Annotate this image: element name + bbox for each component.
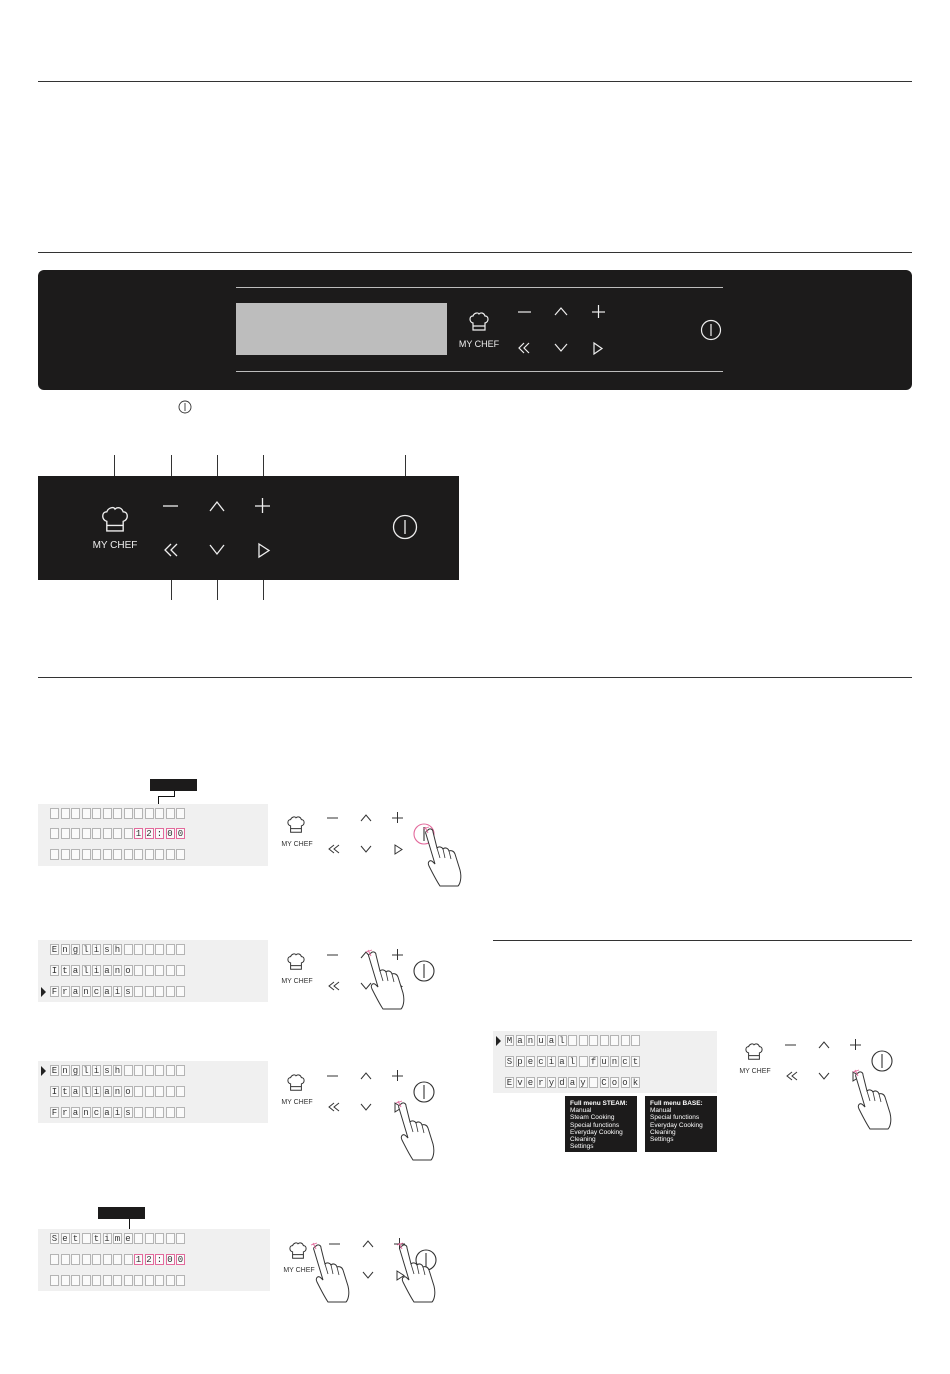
- my-chef-label: MY CHEF: [458, 339, 500, 349]
- lcd-cell: i: [93, 1066, 100, 1076]
- lcd-cell: [155, 1275, 164, 1286]
- lcd-cell: u: [538, 1036, 544, 1046]
- lcd-cell: E: [51, 1066, 58, 1076]
- lcd-cell: r: [62, 987, 68, 997]
- base-menu-item: Manual: [650, 1107, 672, 1115]
- lcd-cell: i: [93, 966, 100, 976]
- lcd-cell: [155, 1233, 164, 1244]
- lcd-cell: [176, 808, 185, 819]
- lcd-cell: [600, 1035, 609, 1046]
- back-icon[interactable]: [785, 1071, 799, 1081]
- lcd-cell: e: [62, 1234, 68, 1244]
- lcd-cell: M: [506, 1036, 513, 1046]
- lcd-main-menu: [493, 1031, 717, 1093]
- my-chef-label: MY CHEF: [281, 978, 313, 985]
- lcd-set-time: [38, 1229, 270, 1291]
- lcd-cell: [82, 828, 91, 839]
- lcd-cell: [145, 965, 154, 976]
- right-icon[interactable]: [394, 844, 403, 855]
- lcd-cell: [50, 1275, 59, 1286]
- lcd-cell: [621, 1035, 630, 1046]
- lcd-cell: S: [506, 1057, 513, 1067]
- lcd-cell: [589, 1077, 598, 1088]
- minus-icon[interactable]: [163, 504, 179, 508]
- lcd-cell: [134, 944, 143, 955]
- steam-menu-item: Everyday Cooking: [570, 1128, 623, 1136]
- lcd-cell: C: [601, 1078, 607, 1088]
- lcd-cell: [134, 986, 143, 997]
- menu-steam-box: [565, 1096, 637, 1152]
- plus-icon[interactable]: [850, 1039, 862, 1051]
- lcd-cell: [134, 849, 143, 860]
- lcd-cell: [103, 828, 112, 839]
- lcd-cell: [113, 828, 122, 839]
- plus-icon[interactable]: [592, 305, 606, 319]
- lcd-cell: [145, 1065, 154, 1076]
- right-icon[interactable]: [593, 342, 603, 355]
- lcd-cell: [155, 1107, 164, 1118]
- lcd-cell: [579, 1056, 588, 1067]
- lcd-cell: [176, 1233, 185, 1244]
- lcd-cell: l: [569, 1057, 576, 1067]
- lcd-cell: n: [62, 1066, 68, 1076]
- lcd-cell: [113, 1254, 122, 1265]
- lcd-cell: [50, 828, 59, 839]
- lcd-cell: [145, 944, 154, 955]
- lcd-cell: [113, 808, 122, 819]
- section-rule-1: [38, 81, 912, 82]
- lcd-cell: [71, 828, 80, 839]
- lcd-cell: o: [611, 1078, 618, 1088]
- lcd-language-menu: [38, 940, 268, 1002]
- lcd-cell: [166, 1233, 175, 1244]
- lcd-cell: S: [51, 1234, 58, 1244]
- lcd-cell: [71, 849, 80, 860]
- lcd-cell: [50, 849, 59, 860]
- back-icon[interactable]: [327, 981, 341, 991]
- lcd-cell: a: [104, 1087, 110, 1097]
- lcd-cell: a: [72, 987, 79, 997]
- lcd-cell: [50, 808, 59, 819]
- lcd-cell: [155, 986, 164, 997]
- section-rule-3: [38, 677, 912, 678]
- lcd-cell: [166, 1086, 175, 1097]
- selection-pointer-icon: [41, 1066, 46, 1076]
- lcd-cell: [134, 1086, 143, 1097]
- lcd-cell: 2: [146, 1255, 152, 1265]
- lcd-cell: [124, 849, 133, 860]
- plus-icon[interactable]: [392, 812, 404, 824]
- lcd-cell: s: [104, 945, 110, 955]
- lcd-cell: u: [601, 1057, 607, 1067]
- down-icon[interactable]: [554, 343, 568, 353]
- lcd-cell: 0: [177, 1255, 184, 1265]
- callout-line: [263, 580, 264, 600]
- my-chef-label: MY CHEF: [281, 841, 313, 848]
- lcd-cell: [166, 1275, 175, 1286]
- down-icon[interactable]: [209, 544, 225, 556]
- lcd-cell: [134, 1233, 143, 1244]
- lcd-cell: [610, 1035, 619, 1046]
- base-menu-item: Special functions: [650, 1114, 700, 1122]
- lcd-cell: [124, 808, 133, 819]
- lcd-cell: i: [114, 987, 121, 997]
- plus-icon[interactable]: [255, 498, 271, 514]
- lcd-cell: t: [93, 1234, 100, 1244]
- down-icon[interactable]: [818, 1072, 830, 1081]
- my-chef-label: MY CHEF: [281, 1099, 313, 1106]
- lcd-cell: I: [51, 1087, 58, 1097]
- hand-pointer-icon: [394, 1242, 454, 1302]
- lcd-cell: a: [104, 1108, 110, 1118]
- back-icon[interactable]: [327, 844, 341, 854]
- lcd-cell: [155, 849, 164, 860]
- lcd-cell: [113, 849, 122, 860]
- lcd-cell: d: [559, 1078, 565, 1088]
- lcd-cell: 0: [167, 829, 173, 839]
- chef-hat-icon[interactable]: [288, 1242, 308, 1260]
- mini-controls: [280, 1068, 470, 1158]
- lcd-cell: [61, 828, 70, 839]
- lcd-cell: [92, 808, 101, 819]
- lcd-cell: [92, 1275, 101, 1286]
- lcd-cell: I: [51, 966, 58, 976]
- callout-line: [217, 580, 218, 600]
- mini-controls: [738, 1037, 928, 1127]
- lcd-cell: [166, 1065, 175, 1076]
- minus-icon[interactable]: [785, 1043, 797, 1047]
- lcd-cell: [134, 1065, 143, 1076]
- back-icon[interactable]: [162, 543, 180, 557]
- lcd-cell: [124, 1254, 133, 1265]
- base-menu-title: Full menu BASE:: [650, 1100, 703, 1107]
- chef-hat-icon[interactable]: [286, 816, 306, 834]
- back-icon[interactable]: [327, 1102, 341, 1112]
- lcd-cell: [631, 1035, 640, 1046]
- minus-icon[interactable]: [327, 816, 339, 820]
- steam-menu-item: Cleaning: [570, 1136, 596, 1144]
- lcd-cell: e: [527, 1078, 534, 1088]
- selection-pointer-icon: [496, 1036, 501, 1046]
- menu-base-box: [645, 1096, 717, 1152]
- lcd-cell: l: [83, 1066, 89, 1076]
- lcd-cell: l: [83, 945, 89, 955]
- lcd-cell: [103, 849, 112, 860]
- lcd-cell: a: [559, 1057, 565, 1067]
- base-menu-item: Settings: [650, 1136, 674, 1144]
- steam-menu-item: Settings: [570, 1143, 594, 1151]
- lcd-cell: a: [72, 966, 79, 976]
- down-icon[interactable]: [360, 845, 372, 854]
- callout-line: [171, 455, 172, 476]
- lcd-cell: n: [83, 1108, 89, 1118]
- lcd-cell: E: [51, 945, 58, 955]
- lcd-language-menu: [38, 1061, 268, 1123]
- plus-icon[interactable]: [392, 1070, 404, 1082]
- lcd-cell: i: [114, 1108, 121, 1118]
- lcd-cell: [176, 965, 185, 976]
- lcd-cell: F: [51, 987, 58, 997]
- lcd-cell: [50, 1254, 59, 1265]
- lcd-cell: r: [538, 1078, 544, 1088]
- lcd-cell: [103, 1254, 112, 1265]
- lcd-cell: [155, 1065, 164, 1076]
- control-panel-zoom: [38, 476, 459, 580]
- chef-hat-icon[interactable]: [468, 312, 490, 332]
- base-menu-item: Everyday Cooking: [650, 1121, 703, 1129]
- lcd-cell: [145, 1233, 154, 1244]
- lcd-cell: [568, 1035, 577, 1046]
- hand-pointer-icon: [363, 949, 423, 1009]
- callout-line: [263, 455, 264, 476]
- callout-leader: [158, 796, 175, 797]
- lcd-cell: 0: [167, 1255, 173, 1265]
- lcd-cell: t: [62, 1087, 68, 1097]
- section-rule-4: [493, 940, 912, 941]
- my-chef-label: MY CHEF: [92, 540, 138, 551]
- lcd-cell: [71, 1275, 80, 1286]
- lcd-cell: n: [62, 945, 68, 955]
- lcd-cell: y: [580, 1078, 586, 1088]
- steam-menu-item: Special functions: [570, 1121, 620, 1129]
- lcd-cell: n: [114, 966, 121, 976]
- steam-menu-item: Manual: [570, 1107, 592, 1115]
- hand-pointer-icon: [393, 1100, 453, 1160]
- lcd-cell: [124, 1275, 133, 1286]
- lcd-cell: [113, 1275, 122, 1286]
- right-icon[interactable]: [258, 543, 270, 558]
- my-chef-label: MY CHEF: [739, 1068, 771, 1075]
- lcd-cell: f: [590, 1057, 597, 1067]
- down-icon[interactable]: [360, 1103, 372, 1112]
- lcd-cell: n: [527, 1036, 534, 1046]
- lcd-cell: [176, 1065, 185, 1076]
- lcd-cell: [166, 1107, 175, 1118]
- lcd-cell: i: [93, 945, 100, 955]
- lcd-cell: [155, 965, 164, 976]
- up-icon[interactable]: [554, 306, 568, 316]
- callout-tag: [150, 779, 197, 791]
- lcd-cell: [166, 849, 175, 860]
- lcd-cell: [579, 1035, 588, 1046]
- lcd-cell: [155, 944, 164, 955]
- lcd-cell: [92, 849, 101, 860]
- lcd-cell: c: [538, 1057, 544, 1067]
- lcd-cell: s: [104, 1066, 110, 1076]
- lcd-cell: [124, 944, 133, 955]
- hand-pointer-icon: [850, 1069, 910, 1129]
- chef-hat-icon[interactable]: [100, 506, 130, 534]
- lcd-cell: v: [517, 1078, 523, 1088]
- lcd-cell: [145, 986, 154, 997]
- lcd-cell: a: [72, 1087, 79, 1097]
- lcd-cell: [145, 808, 154, 819]
- lcd-cell: [61, 808, 70, 819]
- mini-controls: [280, 810, 470, 890]
- lcd-cell: i: [548, 1057, 555, 1067]
- lcd-cell: n: [611, 1057, 618, 1067]
- lcd-cell: a: [104, 966, 110, 976]
- lcd-cell: g: [72, 1066, 79, 1076]
- lcd-cell: [176, 986, 185, 997]
- callout-line: [171, 580, 172, 600]
- lcd-cell: e: [527, 1057, 534, 1067]
- hand-pointer-icon: [420, 826, 480, 886]
- lcd-cell: a: [72, 1108, 79, 1118]
- lcd-cell: [134, 808, 143, 819]
- lcd-cell: [103, 1275, 112, 1286]
- power-icon[interactable]: [700, 319, 722, 341]
- lcd-cell: l: [83, 966, 89, 976]
- up-icon[interactable]: [360, 1071, 372, 1080]
- section-rule-2: [38, 252, 912, 253]
- control-panel-full: [38, 270, 912, 390]
- lcd-cell: [103, 808, 112, 819]
- lcd-cell: :: [156, 829, 163, 839]
- lcd-cell: [82, 1275, 91, 1286]
- lcd-cell: 1: [135, 829, 142, 839]
- lcd-cell: a: [104, 987, 110, 997]
- lcd-cell: [92, 828, 101, 839]
- callout-line: [405, 455, 406, 476]
- callout-line: [217, 455, 218, 476]
- lcd-cell: [176, 944, 185, 955]
- lcd-cell: h: [114, 1066, 121, 1076]
- display-window: [236, 303, 447, 355]
- lcd-cell: [82, 849, 91, 860]
- lcd-cell: c: [93, 1108, 100, 1118]
- lcd-cell: l: [83, 1087, 89, 1097]
- lcd-cell: [134, 965, 143, 976]
- lcd-cell: [166, 944, 175, 955]
- lcd-cell: [71, 1254, 80, 1265]
- chef-hat-icon[interactable]: [744, 1043, 764, 1061]
- lcd-clock: [38, 804, 268, 866]
- lcd-cell: y: [548, 1078, 555, 1088]
- lcd-cell: [82, 1254, 91, 1265]
- lcd-cell: o: [125, 966, 131, 976]
- lcd-cell: [82, 1233, 91, 1244]
- lcd-cell: t: [632, 1057, 639, 1067]
- lcd-cell: a: [517, 1036, 523, 1046]
- chef-hat-icon[interactable]: [286, 953, 306, 971]
- mini-controls: [282, 1236, 472, 1316]
- lcd-cell: 0: [177, 829, 184, 839]
- lcd-cell: [155, 808, 164, 819]
- lcd-cell: s: [125, 1108, 131, 1118]
- minus-icon[interactable]: [327, 953, 339, 957]
- selection-pointer-icon: [41, 987, 46, 997]
- lcd-cell: o: [622, 1078, 628, 1088]
- lcd-cell: g: [72, 945, 79, 955]
- base-menu-item: Cleaning: [650, 1128, 676, 1136]
- callout-line: [114, 455, 115, 476]
- lcd-cell: [61, 1254, 70, 1265]
- lcd-cell: [61, 849, 70, 860]
- lcd-cell: c: [93, 987, 100, 997]
- lcd-cell: [176, 1107, 185, 1118]
- lcd-cell: [124, 1065, 133, 1076]
- panel-line-bottom: [236, 371, 723, 372]
- lcd-cell: [145, 849, 154, 860]
- lcd-cell: [145, 1107, 154, 1118]
- lcd-cell: [92, 1254, 101, 1265]
- power-icon[interactable]: [392, 514, 418, 540]
- lcd-cell: F: [51, 1108, 58, 1118]
- lcd-cell: n: [114, 1087, 121, 1097]
- lcd-cell: o: [125, 1087, 131, 1097]
- steam-menu-title: Full menu STEAM:: [570, 1100, 628, 1107]
- lcd-cell: [176, 849, 185, 860]
- lcd-cell: [176, 1275, 185, 1286]
- lcd-cell: [134, 1107, 143, 1118]
- lcd-cell: [589, 1035, 598, 1046]
- hand-pointer-icon: [308, 1242, 368, 1302]
- lcd-cell: [61, 1275, 70, 1286]
- up-icon[interactable]: [818, 1040, 830, 1049]
- back-icon[interactable]: [516, 342, 532, 354]
- lcd-cell: [155, 1086, 164, 1097]
- chef-hat-icon[interactable]: [286, 1074, 306, 1092]
- minus-icon[interactable]: [518, 310, 532, 314]
- lcd-cell: i: [93, 1087, 100, 1097]
- lcd-cell: e: [125, 1234, 131, 1244]
- lcd-cell: p: [517, 1057, 523, 1067]
- lcd-cell: l: [559, 1036, 565, 1046]
- lcd-cell: [134, 1275, 143, 1286]
- lcd-cell: s: [125, 987, 131, 997]
- lcd-cell: h: [114, 945, 121, 955]
- lcd-cell: [71, 808, 80, 819]
- lcd-cell: E: [506, 1078, 513, 1088]
- lcd-cell: [166, 965, 175, 976]
- lcd-cell: t: [72, 1234, 79, 1244]
- power-icon-inline: [178, 400, 192, 414]
- lcd-cell: [176, 1086, 185, 1097]
- lcd-cell: t: [62, 966, 68, 976]
- lcd-cell: r: [62, 1108, 68, 1118]
- lcd-cell: [166, 986, 175, 997]
- panel-line-top: [236, 287, 723, 288]
- lcd-cell: m: [114, 1234, 121, 1244]
- steam-menu-item: Steam Cooking: [570, 1114, 615, 1122]
- lcd-cell: [166, 808, 175, 819]
- callout-tag: [98, 1207, 145, 1219]
- my-chef-label: MY CHEF: [283, 1267, 315, 1274]
- lcd-cell: 1: [135, 1255, 142, 1265]
- lcd-cell: [145, 1275, 154, 1286]
- lcd-cell: a: [548, 1036, 555, 1046]
- lcd-cell: [82, 808, 91, 819]
- lcd-cell: n: [83, 987, 89, 997]
- lcd-cell: [145, 1086, 154, 1097]
- up-icon[interactable]: [360, 813, 372, 822]
- lcd-cell: c: [622, 1057, 628, 1067]
- lcd-cell: :: [156, 1255, 163, 1265]
- minus-icon[interactable]: [327, 1074, 339, 1078]
- mini-controls: [280, 947, 470, 1027]
- lcd-cell: k: [632, 1078, 639, 1088]
- lcd-cell: i: [104, 1234, 110, 1244]
- lcd-cell: [124, 828, 133, 839]
- lcd-cell: a: [569, 1078, 576, 1088]
- lcd-cell: 2: [146, 829, 152, 839]
- up-icon[interactable]: [209, 500, 225, 512]
